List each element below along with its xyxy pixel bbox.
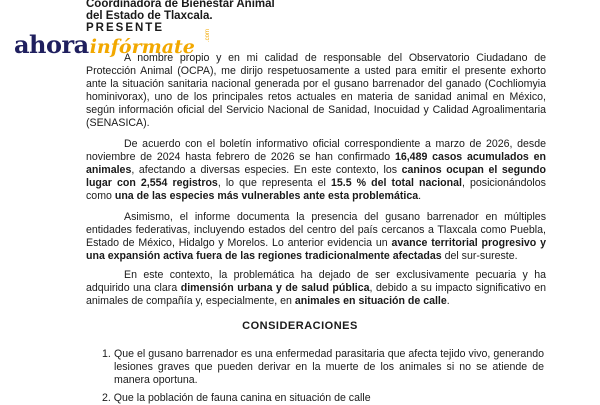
considerations-heading: CONSIDERACIONES bbox=[242, 320, 358, 332]
logo-word-ahora: ahora bbox=[14, 30, 89, 59]
bold-total-cases: 16,489 casos acumulados en animales bbox=[86, 151, 546, 176]
consideration-item-partial bbox=[102, 392, 542, 405]
paragraph-public-health: En este contexto, la problemática ha dejado de ser exclusivamente pecuaria y ha adquirido una clara dimensión urbana y de salud pública, debido a su impacto significativo en animales de compañía y, especialmente, en animales en situación de calle. bbox=[86, 269, 546, 307]
bold-canine-rank: caninos ocupan el segundo lugar con 2,554 registros bbox=[86, 164, 546, 189]
logo-suffix: .com bbox=[205, 28, 211, 42]
recipient-organization: del Estado de Tlaxcala. bbox=[86, 10, 213, 22]
bold-percentage: 15.5 % del total nacional bbox=[330, 177, 462, 189]
consideration-number: 1. bbox=[102, 348, 111, 360]
bold-street-animals: animales en situación de calle bbox=[294, 295, 447, 307]
paragraph-statistics: De acuerdo con el boletín informativo oficial correspondiente a marzo de 2026, desde noviembre de 2024 hasta febrero de 2026 se han confirmado 16,489 casos acumulados en animales, afectando a diversas especies. En este contexto, los caninos ocupan el segundo lugar con 2,554 registros, lo que representa el 15.5 % del total nacional, posicionándolos como una de las especies más vulnerables ante esta problemática. bbox=[86, 138, 546, 202]
consideration-number: 2. bbox=[102, 392, 111, 404]
presente-heading: PRESENTE bbox=[86, 22, 164, 34]
consideration-text: Que el gusano barrenador es una enfermedad parasitaria que afecta tejido vivo, generando lesiones graves que pueden derivar en la muerte de los animales si no se atiende de manera oportuna. bbox=[114, 348, 544, 386]
bold-urban-dimension: dimensión urbana y de salud pública bbox=[180, 282, 370, 294]
consideration-text: Que la población de fauna canina en situación de calle bbox=[113, 392, 371, 404]
paragraph-intro: A nombre propio y en mi calidad de responsable del Observatorio Ciudadano de Protección Animal (OCPA), me dirijo respetuosamente a usted para emitir el presente exhorto ante la situación sanitaria nacional generada por el gusano barrenador del ganado (Cochliomyia hominivorax), uno de los principales retos actuales en materia de sanidad animal en México, según información oficial del Servicio Nacional de Sanidad, Inocuidad y Calidad Agroalimentaria (SENASICA). bbox=[86, 52, 546, 129]
paragraph-territorial: Asimismo, el informe documenta la presencia del gusano barrenador en múltiples entidades federativas, incluyendo estados del centro del país cercanos a Tlaxcala como Puebla, Estado de México, Hidalgo y Morelos. Lo anterior evidencia un avance territorial progresivo y una expansión activa fuera de las regiones tradicionalmente afectadas del sur-sureste. bbox=[86, 211, 546, 262]
bold-territorial-advance: avance territorial progresivo y una expansión activa fuera de las regiones tradicionalmente afectadas bbox=[86, 237, 546, 262]
logo-word-informate: infórmate bbox=[89, 36, 195, 58]
recipient-title: Coordinadora de Bienestar Animal bbox=[86, 0, 275, 10]
consideration-item bbox=[102, 348, 544, 387]
bold-vulnerable-species: una de las especies más vulnerables ante esta problemática bbox=[114, 190, 419, 202]
